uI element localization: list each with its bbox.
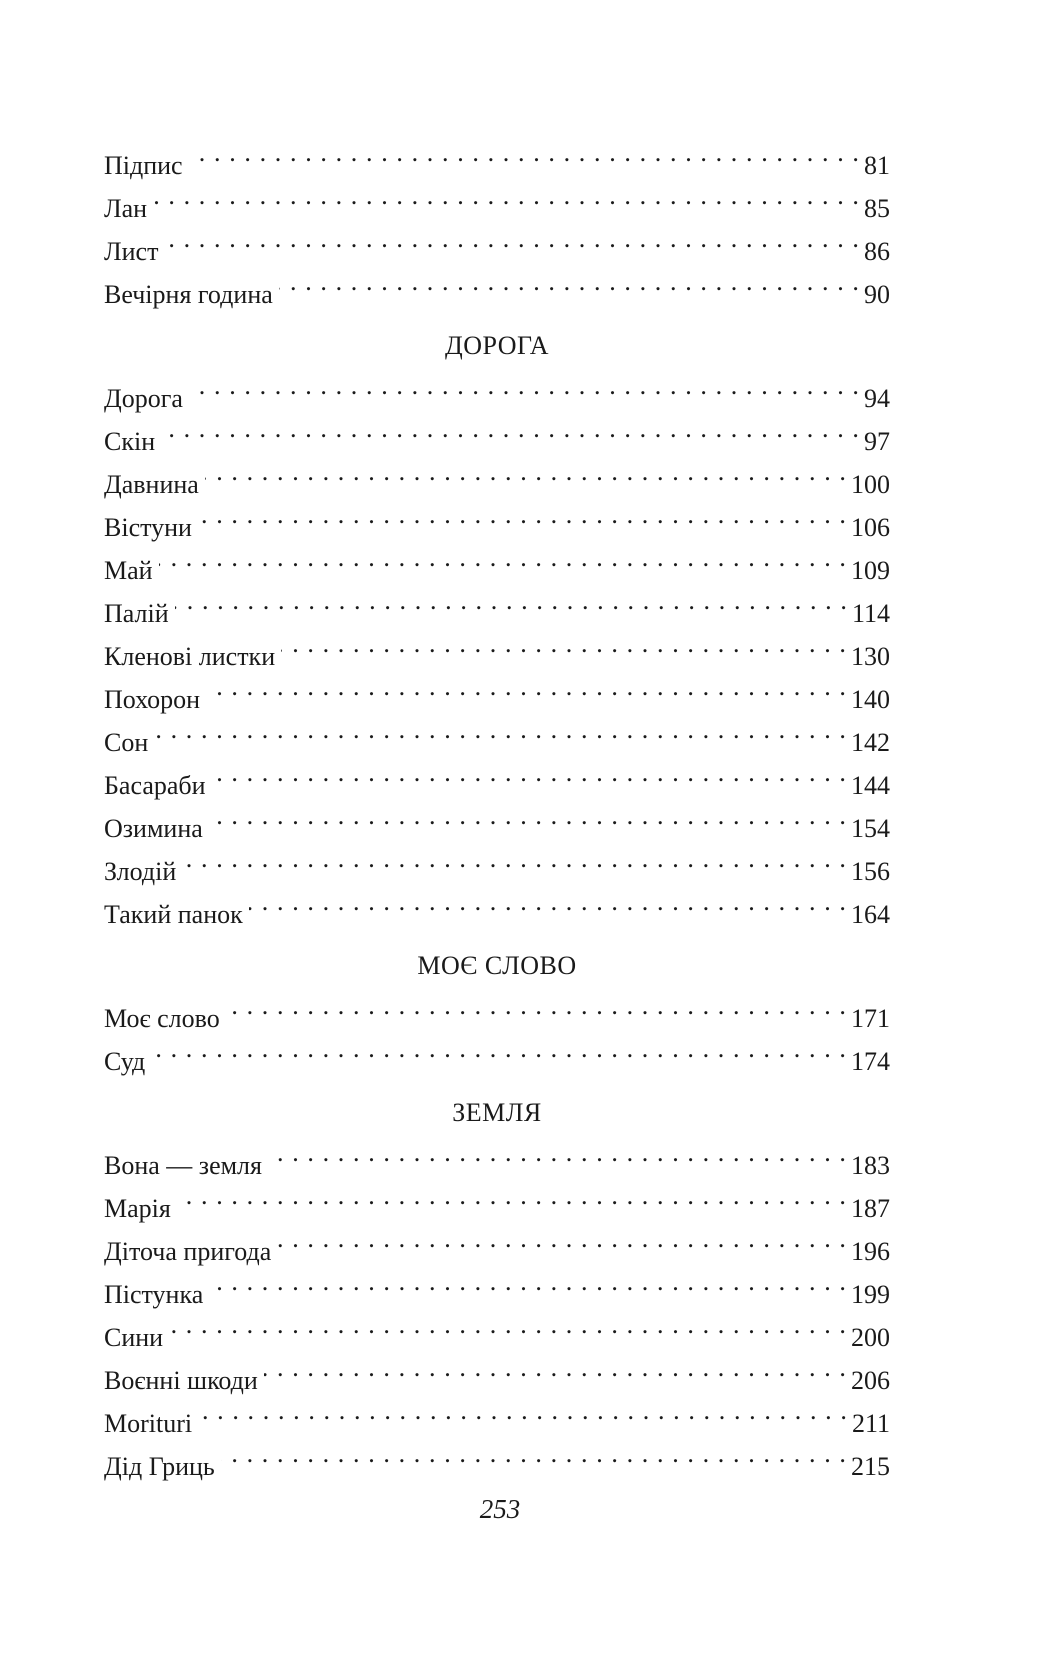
- section-heading: ЗЕМЛЯ: [452, 1098, 542, 1127]
- dot-leader: [164, 217, 860, 260]
- toc-entry-title: Сини: [104, 1323, 164, 1352]
- dot-leader: [151, 1027, 847, 1070]
- toc-section-intro: [104, 131, 890, 309]
- toc-entry: [104, 880, 890, 929]
- toc-entry-page: 140: [851, 685, 890, 714]
- toc-entry-page: 97: [864, 427, 890, 456]
- dot-leader: [153, 174, 860, 217]
- toc-entry-title: Лан: [104, 194, 148, 223]
- dot-leader: [189, 364, 860, 407]
- toc-entry: [104, 1217, 890, 1266]
- toc-entry-page: 215: [851, 1452, 890, 1481]
- dot-leader: [198, 1389, 848, 1432]
- toc-entry: [104, 751, 890, 800]
- toc-entry-title: Такий панок: [104, 900, 243, 929]
- toc-entry: [104, 1346, 890, 1395]
- dot-leader: [279, 260, 860, 303]
- toc-section-zemlia: [104, 1095, 890, 1481]
- toc-entry-title: Май: [104, 556, 153, 585]
- dot-leader: [226, 984, 847, 1027]
- toc-entry: [104, 665, 890, 714]
- toc-entry-page: 144: [851, 771, 890, 800]
- toc-section-moie-slovo: [104, 948, 890, 1076]
- toc-entry-title: Воєнні шкоди: [104, 1366, 258, 1395]
- toc-entry-page: 156: [851, 857, 890, 886]
- toc-entry: [104, 217, 890, 266]
- dot-leader: [206, 665, 847, 708]
- toc-entry: [104, 708, 890, 757]
- toc-entry-page: 109: [851, 556, 890, 585]
- toc-entry-page: 90: [864, 280, 890, 309]
- toc-entry: [104, 174, 890, 223]
- toc-entry: [104, 1027, 890, 1076]
- dot-leader: [264, 1346, 847, 1389]
- dot-leader: [277, 1217, 847, 1260]
- section-heading: МОЄ СЛОВО: [417, 951, 577, 980]
- toc-entry-page: 114: [851, 599, 890, 628]
- toc-entry-page: 171: [851, 1004, 890, 1033]
- toc-entry: [104, 260, 890, 309]
- toc-entry-page: 200: [851, 1323, 890, 1352]
- toc-entry-title: Похорон: [104, 685, 201, 714]
- dot-leader: [249, 880, 847, 923]
- toc-entry: [104, 1131, 890, 1180]
- dot-leader: [177, 1174, 847, 1217]
- table-of-contents: [104, 131, 890, 1481]
- toc-entry-page: 196: [851, 1237, 890, 1266]
- toc-entry-title: Басараби: [104, 771, 206, 800]
- dot-leader: [159, 536, 847, 579]
- toc-entry-title: Підпис: [104, 151, 183, 180]
- toc-entry: [104, 1260, 890, 1309]
- toc-entry-title: Марія: [104, 1194, 171, 1223]
- toc-entry-title: Morituri: [104, 1409, 193, 1438]
- toc-entry-title: Кленові листки: [104, 642, 276, 671]
- toc-entry: [104, 131, 890, 180]
- toc-section-doroha: [104, 328, 890, 929]
- toc-entry-title: Дід Гриць: [104, 1452, 215, 1481]
- toc-entry: [104, 1432, 890, 1481]
- toc-entry-title: Вечірня година: [104, 280, 273, 309]
- toc-entry: [104, 984, 890, 1033]
- toc-entry-page: 100: [851, 470, 890, 499]
- toc-entry-page: 199: [851, 1280, 890, 1309]
- toc-entry: [104, 794, 890, 843]
- toc-entry: [104, 579, 890, 628]
- toc-entry-page: 130: [851, 642, 890, 671]
- toc-entry-title: Вона — земля: [104, 1151, 262, 1180]
- toc-entry-title: Сон: [104, 728, 149, 757]
- dot-leader: [161, 407, 860, 450]
- dot-leader: [209, 1260, 847, 1303]
- toc-entry-page: 164: [851, 900, 890, 929]
- toc-entry-title: Вістуни: [104, 513, 192, 542]
- dot-leader: [212, 751, 847, 794]
- toc-entry-title: Палій: [104, 599, 169, 628]
- dot-leader: [221, 1432, 847, 1475]
- dot-leader: [205, 450, 847, 493]
- dot-leader: [209, 794, 847, 837]
- toc-entry-page: 174: [851, 1047, 890, 1076]
- dot-leader: [268, 1131, 847, 1174]
- toc-entry-page: 154: [851, 814, 890, 843]
- toc-entry-page: 187: [851, 1194, 890, 1223]
- toc-entry: [104, 364, 890, 413]
- toc-entry: [104, 837, 890, 886]
- section-heading: ДОРОГА: [444, 331, 550, 360]
- toc-entry-title: Суд: [104, 1047, 146, 1076]
- toc-entry-title: Скін: [104, 427, 156, 456]
- dot-leader: [154, 708, 847, 751]
- toc-entry-title: Дорога: [104, 384, 183, 413]
- dot-leader: [281, 622, 847, 665]
- toc-entry: [104, 1303, 890, 1352]
- toc-entry-page: 142: [851, 728, 890, 757]
- toc-entry: [104, 1174, 890, 1223]
- toc-entry-page: 86: [864, 237, 890, 266]
- toc-entry-title: Пістунка: [104, 1280, 204, 1309]
- toc-entry: [104, 536, 890, 585]
- toc-entry-title: Моє слово: [104, 1004, 220, 1033]
- toc-entry: [104, 493, 890, 542]
- dot-leader: [175, 579, 848, 622]
- toc-entry-title: Лист: [104, 237, 159, 266]
- dot-leader: [169, 1303, 847, 1346]
- toc-entry-page: 94: [864, 384, 890, 413]
- dot-leader: [189, 131, 860, 174]
- toc-entry-page: 81: [864, 151, 890, 180]
- toc-entry-title: Озимина: [104, 814, 203, 843]
- toc-entry: [104, 407, 890, 456]
- toc-entry: [104, 622, 890, 671]
- toc-entry-title: Діточа пригода: [104, 1237, 272, 1266]
- toc-entry-title: Давнина: [104, 470, 199, 499]
- toc-entry-title: Злодій: [104, 857, 177, 886]
- dot-leader: [198, 493, 847, 536]
- toc-entry-page: 85: [864, 194, 890, 223]
- toc-entry-page: 211: [851, 1409, 890, 1438]
- page-number: 253: [479, 1494, 521, 1524]
- toc-entry-page: 183: [851, 1151, 890, 1180]
- toc-entry-page: 106: [851, 513, 890, 542]
- toc-entry-page: 206: [851, 1366, 890, 1395]
- toc-entry: [104, 450, 890, 499]
- toc-entry: [104, 1389, 890, 1438]
- dot-leader: [182, 837, 847, 880]
